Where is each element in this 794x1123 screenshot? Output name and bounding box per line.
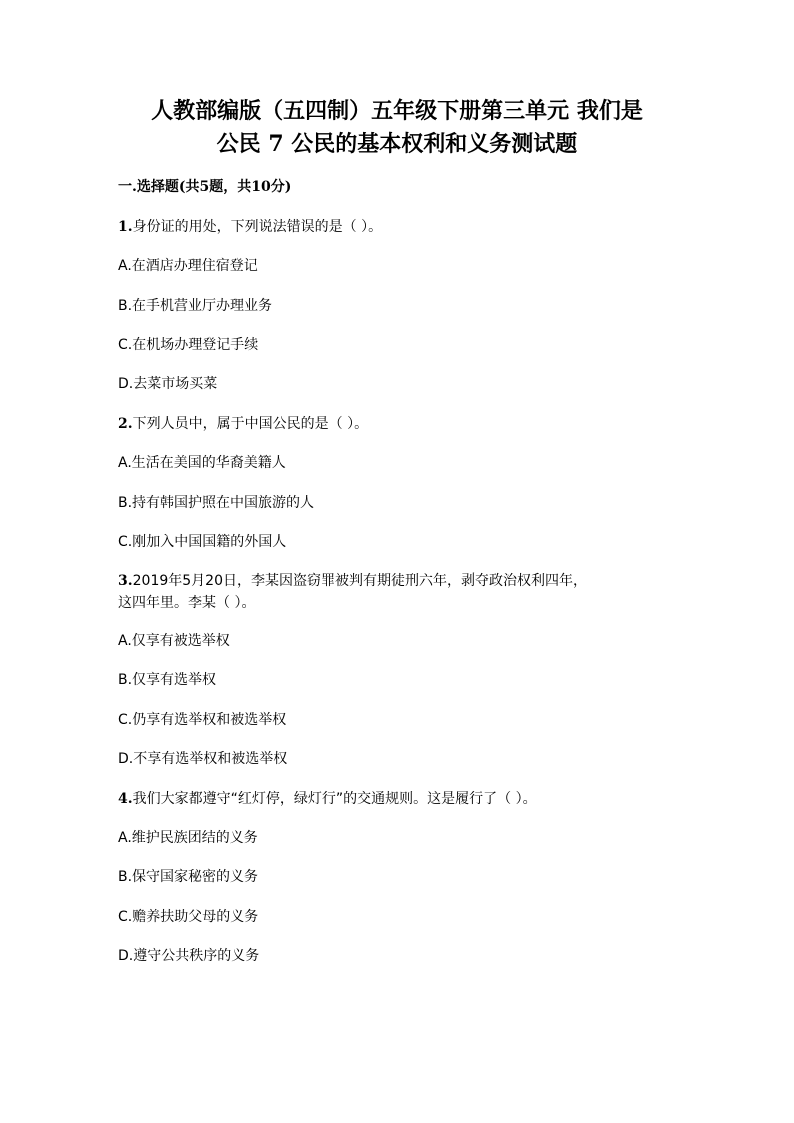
question-number: 2. (118, 416, 133, 432)
question-3-option-c: C.仍享有选举权和被选举权 (118, 712, 287, 728)
question-text: 2019年5月20日，李某因盗窃罪被判有期徒刑六年，剥夺政治权利四年， (132, 573, 587, 589)
question-text: 身份证的用处，下列说法错误的是（ ）。 (132, 219, 383, 235)
document-title-line-1: 人教部编版（五四制）五年级下册第三单元 我们是 (151, 98, 643, 124)
question-1-option-b: B.在手机营业厅办理业务 (118, 298, 273, 314)
question-4-option-a: A.维护民族团结的义务 (118, 830, 258, 846)
question-1-option-d: D.去菜市场买菜 (118, 376, 218, 392)
question-4-option-c: C.赡养扶助父母的义务 (118, 909, 259, 925)
question-3-stem-line-1 (118, 570, 587, 592)
question-3-stem-line-2: 这四年里。李某（ ）。 (118, 595, 256, 611)
question-4-stem (118, 788, 537, 810)
question-1-option-c: C.在机场办理登记手续 (118, 337, 259, 353)
question-2-option-a: A.生活在美国的华裔美籍人 (118, 455, 286, 471)
question-3-option-b: B.仅享有选举权 (118, 672, 217, 688)
question-3-option-d: D.不享有选举权和被选举权 (118, 751, 288, 767)
question-2-option-c: C.刚加入中国国籍的外国人 (118, 534, 287, 550)
question-1-option-a: A.在酒店办理住宿登记 (118, 258, 258, 274)
question-number: 3. (118, 573, 133, 589)
question-4-option-d: D.遵守公共秩序的义务 (118, 948, 260, 964)
question-3-option-a: A.仅享有被选举权 (118, 633, 230, 649)
section-heading: 一.选择题(共5题，共10分) (118, 179, 292, 195)
question-number: 4. (118, 791, 133, 807)
question-number: 1. (118, 219, 133, 235)
question-2-option-b: B.持有韩国护照在中国旅游的人 (118, 495, 315, 511)
question-text: 我们大家都遵守“红灯停，绿灯行”的交通规则。这是履行了（ ）。 (132, 791, 537, 807)
question-1-stem (118, 216, 382, 238)
document-title-line-2: 公民 7 公民的基本权利和义务测试题 (216, 131, 578, 157)
question-text: 下列人员中，属于中国公民的是（ ）。 (132, 416, 369, 432)
question-2-stem (118, 413, 368, 435)
question-4-option-b: B.保守国家秘密的义务 (118, 869, 259, 885)
